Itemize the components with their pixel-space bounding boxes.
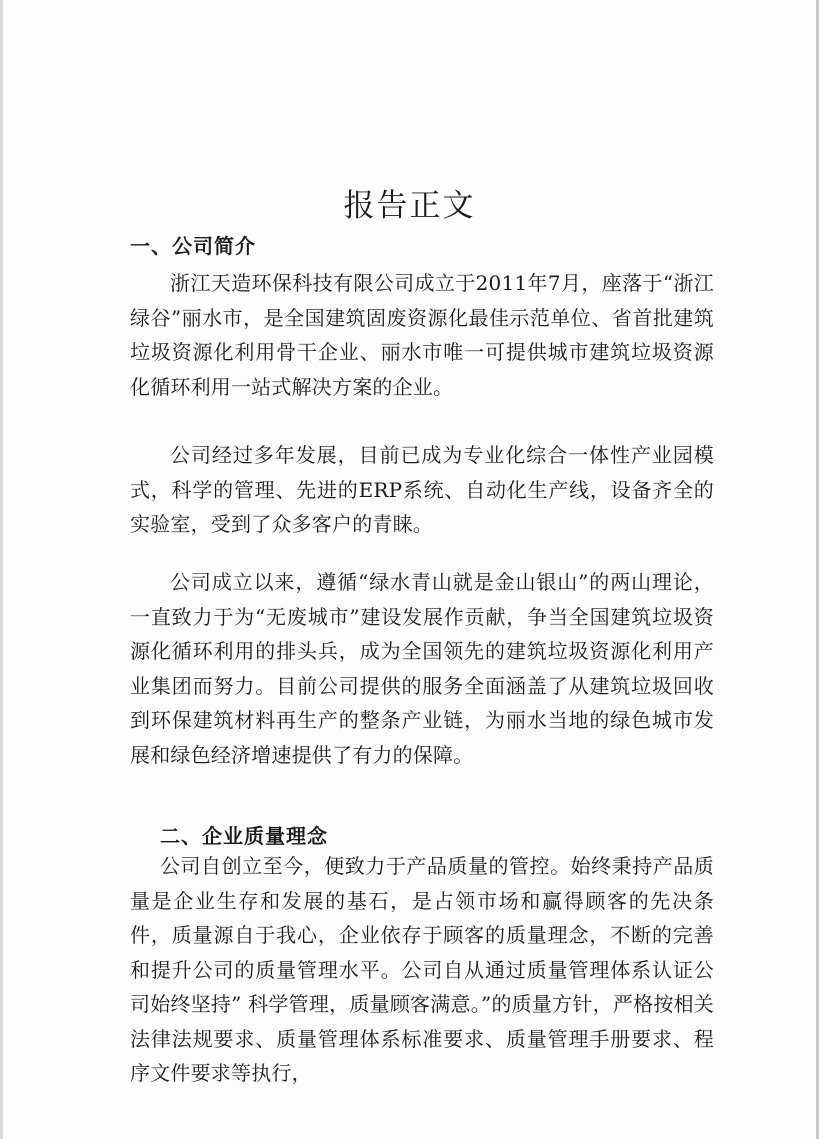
section-heading-company-profile: 一、公司简介: [130, 234, 256, 258]
paragraph-company-founding: 浙江天造环保科技有限公司成立于2011年7月，座落于“浙江绿谷”丽水市，是全国建筑固废资源化最佳示范单位、省首批建筑垃圾资源化利用骨干企业、丽水市唯一可提供城市建筑垃圾资源化循环利用一站式解决方案的企业。: [130, 271, 714, 399]
scan-left-edge: [0, 0, 3, 1139]
paragraph-company-mission: 公司成立以来，遵循“绿水青山就是金山银山”的两山理论，一直致力于为“无废城市”建设发展作贡献，争当全国建筑垃圾资源化循环利用的排头兵，成为全国领先的建筑垃圾资源化利用产业集团而努力。目前公司提供的服务全面涵盖了从建筑垃圾回收到环保建筑材料再生产的整条产业链，为丽水当地的绿色城市发展和绿色经济增速提供了有力的保障。: [130, 570, 714, 767]
paragraph-quality-management: 公司自创立至今，便致力于产品质量的管控。始终秉持产品质量是企业生存和发展的基石，是占领市场和赢得顾客的先决条件，质量源自于我心，企业依存于顾客的质量理念，不断的完善和提升公司的质量管理水平。公司自从通过质量管理体系认证公司始终坚持” 科学管理，质量顾客满意。”的质量方针，严格按相关法律法规要求、质量管理体系标准要求、质量管理手册要求、程序文件要求等执行，: [130, 854, 714, 1085]
document-title: 报告正文: [343, 188, 476, 224]
section-heading-quality-philosophy: 二、企业质量理念: [160, 824, 328, 848]
paragraph-company-development: 公司经过多年发展，目前已成为专业化综合一体性产业园模式，科学的管理、先进的ERP系统、自动化生产线，设备齐全的实验室，受到了众多客户的青睐。: [130, 443, 714, 536]
